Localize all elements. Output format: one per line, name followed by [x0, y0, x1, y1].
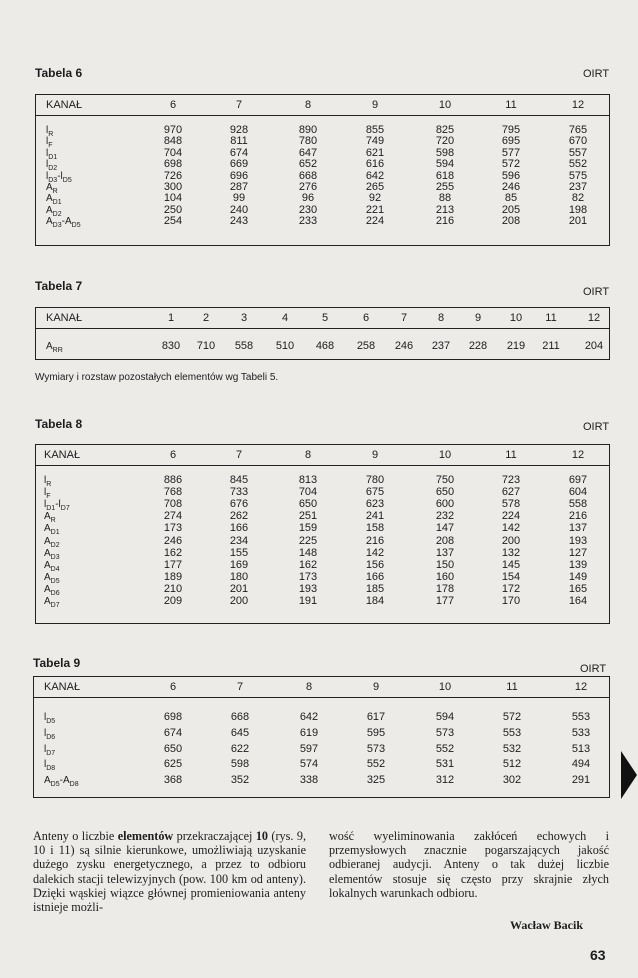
table-cell: 208 — [435, 534, 455, 547]
table-cell: 300 — [163, 181, 183, 193]
table-header-channel: 8 — [305, 681, 313, 693]
table-cell: 645 — [230, 726, 250, 739]
table-cell: 225 — [298, 534, 318, 547]
table-header-channel: 6 — [362, 312, 370, 324]
table-cell: 209 — [163, 595, 183, 607]
table-cell: 825 — [435, 124, 455, 136]
table-cell: 552 — [435, 742, 455, 755]
table-cell: 623 — [365, 498, 385, 511]
table-cell: 494 — [571, 758, 591, 771]
table-cell: 193 — [298, 582, 318, 595]
table-cell: 848 — [163, 135, 183, 148]
table-cell: 185 — [365, 582, 385, 595]
table-cell: 200 — [501, 534, 521, 547]
table-cell: 513 — [571, 742, 591, 755]
table-row-label: $l_{D2}$ — [46, 159, 58, 173]
table-cell: 622 — [230, 742, 250, 755]
table-cell: 531 — [435, 758, 455, 771]
table-cell: 156 — [365, 558, 385, 571]
table-header-row — [36, 445, 609, 466]
table-cell: 241 — [365, 510, 385, 523]
table-cell: 147 — [435, 522, 455, 535]
table-cell: 557 — [568, 146, 588, 159]
table-cell: 510 — [275, 340, 295, 352]
table-cell: 552 — [366, 758, 386, 771]
table-cell: 532 — [502, 742, 522, 755]
table-cell: 104 — [163, 192, 183, 205]
table-cell: 180 — [229, 570, 249, 583]
table-cell: 768 — [163, 486, 183, 499]
table-cell: 82 — [571, 192, 585, 205]
table-cell: 710 — [196, 340, 216, 352]
table-cell: 533 — [571, 726, 591, 739]
table-cell: 302 — [502, 774, 522, 787]
table-cell: 352 — [230, 774, 250, 787]
table-cell: 574 — [299, 758, 319, 771]
table-cell: 221 — [365, 203, 385, 216]
table-row-label: $A_R$ — [44, 511, 56, 525]
table-cell: 205 — [501, 203, 521, 216]
table-cell: 708 — [163, 498, 183, 511]
table-row-label: $A_{D1}$ — [44, 523, 60, 537]
table-6-oirt-label: OIRT — [583, 68, 610, 80]
table-cell: 698 — [163, 711, 183, 723]
table-row-label: $A_{D4}$ — [44, 559, 60, 573]
table-header-row — [36, 95, 609, 116]
table-cell: 617 — [366, 711, 386, 723]
table-cell: 618 — [435, 169, 455, 182]
table-cell: 676 — [229, 498, 249, 511]
table-cell: 165 — [568, 582, 588, 595]
table-6-title: Tabela 6 — [35, 66, 83, 80]
table-cell: 669 — [229, 158, 249, 171]
article-emphasis: 10 — [255, 829, 269, 843]
table-header-channel: 6 — [169, 681, 177, 693]
table-header-channel: 9 — [371, 449, 379, 461]
table-cell: 254 — [163, 215, 183, 228]
table-header-channel: 10 — [438, 449, 452, 461]
table-header-channel: 11 — [545, 312, 557, 324]
table-cell: 674 — [229, 146, 249, 159]
table-cell: 166 — [229, 522, 249, 535]
table-cell: 552 — [568, 158, 588, 171]
table-row-label: $A_R$ — [46, 182, 58, 195]
table-cell: 237 — [431, 340, 451, 352]
table-cell: 162 — [298, 558, 318, 571]
table-row-label: $l_F$ — [44, 487, 51, 501]
table-cell: 250 — [163, 203, 183, 216]
table-cell: 765 — [568, 124, 588, 136]
table-cell: 595 — [366, 726, 386, 739]
table-cell: 674 — [163, 726, 183, 739]
table-row-label: $l_R$ — [44, 475, 52, 488]
table-header-row — [36, 308, 609, 329]
table-row-label: $A_{D3}-A_{D5}$ — [46, 216, 81, 230]
table-cell: 208 — [501, 215, 521, 228]
table-cell: 230 — [298, 203, 318, 216]
table-cell: 780 — [298, 135, 318, 148]
table-cell: 166 — [365, 570, 385, 583]
table-cell: 173 — [298, 570, 318, 583]
table-row-label: $A_{D1}$ — [46, 193, 62, 207]
table-header-channel: 12 — [571, 99, 585, 111]
table-7-note: Wymiary i rozstaw pozostałych elementów wg Tabeli 5. — [35, 372, 279, 383]
article-text: Anteny o liczbie — [33, 829, 118, 843]
table-header-row — [34, 677, 609, 698]
table-cell: 154 — [501, 570, 521, 583]
table-cell: 596 — [501, 169, 521, 182]
table-cell: 184 — [365, 595, 385, 607]
table-cell: 142 — [365, 546, 385, 559]
table-header-channel: 10 — [438, 99, 452, 111]
table-cell: 170 — [501, 595, 521, 607]
table-cell: 697 — [568, 474, 588, 486]
table-cell: 262 — [229, 510, 249, 523]
table-cell: 92 — [368, 192, 382, 205]
table-cell: 750 — [435, 474, 455, 486]
table-cell: 211 — [542, 340, 560, 352]
table-8-oirt-label: OIRT — [583, 421, 610, 433]
table-cell: 219 — [506, 340, 526, 352]
table-header-channel: 8 — [304, 99, 312, 111]
table-header-channel: 8 — [304, 449, 312, 461]
table-header-label: KANAŁ — [44, 681, 81, 693]
table-cell: 558 — [568, 498, 588, 511]
table-row-label: $A_{D5}$ — [44, 571, 60, 585]
table-header-channel: 11 — [505, 449, 517, 461]
table-header-channel: 7 — [235, 449, 243, 461]
article-paragraph-left — [33, 829, 306, 914]
table-cell: 572 — [502, 711, 522, 723]
table-cell: 160 — [435, 570, 455, 583]
table-row-label: $l_{D7}$ — [44, 743, 56, 757]
table-cell: 232 — [435, 510, 455, 523]
table-8-title: Tabela 8 — [35, 417, 83, 431]
table-header-channel: 12 — [574, 681, 588, 693]
table-row-label: $l_{D1}-l_{D7}$ — [44, 499, 70, 513]
table-cell: 265 — [365, 181, 385, 193]
table-cell: 696 — [229, 169, 249, 182]
table-cell: 210 — [163, 582, 183, 595]
table-cell: 274 — [163, 510, 183, 523]
table-cell: 291 — [571, 774, 591, 787]
table-cell: 652 — [298, 158, 318, 171]
table-7 — [35, 307, 610, 360]
table-cell: 240 — [229, 203, 249, 216]
table-header-channel: 10 — [509, 312, 523, 324]
table-cell: 813 — [298, 474, 318, 486]
table-header-channel: 7 — [236, 681, 244, 693]
table-cell: 142 — [501, 522, 521, 535]
table-cell: 647 — [298, 146, 318, 159]
table-cell: 251 — [298, 510, 318, 523]
table-cell: 191 — [298, 595, 318, 607]
table-header-channel: 6 — [169, 99, 177, 111]
table-cell: 224 — [501, 510, 521, 523]
table-row-label: $l_{D6}$ — [44, 727, 56, 741]
table-header-channel: 11 — [506, 681, 518, 693]
table-cell: 597 — [299, 742, 319, 755]
table-cell: 577 — [501, 146, 521, 159]
table-cell: 198 — [568, 203, 588, 216]
table-cell: 287 — [229, 181, 249, 193]
table-cell: 216 — [435, 215, 455, 228]
table-cell: 338 — [299, 774, 319, 787]
table-cell: 216 — [365, 534, 385, 547]
table-cell: 855 — [365, 124, 385, 136]
table-cell: 670 — [568, 135, 588, 148]
table-cell: 811 — [230, 135, 248, 148]
table-cell: 795 — [501, 124, 521, 136]
table-header-channel: 1 — [167, 312, 175, 324]
article-column-left — [33, 829, 306, 914]
table-cell: 780 — [365, 474, 385, 486]
table-cell: 201 — [568, 215, 588, 228]
table-header-channel: 7 — [235, 99, 243, 111]
table-cell: 99 — [232, 192, 246, 205]
table-cell: 726 — [163, 169, 183, 182]
table-cell: 246 — [501, 181, 521, 193]
table-row-label: $A_{D2}$ — [46, 204, 62, 218]
table-cell: 193 — [568, 534, 588, 547]
table-header-channel: 9 — [371, 99, 379, 111]
table-cell: 96 — [301, 192, 315, 205]
table-row-label: $l_{D3}-l_{D5}$ — [46, 170, 72, 184]
table-header-channel: 9 — [474, 312, 482, 324]
table-cell: 830 — [161, 340, 181, 352]
table-header-channel: 11 — [505, 99, 517, 111]
table-row-label: $l_{D8}$ — [44, 759, 56, 773]
table-cell: 621 — [365, 146, 385, 159]
table-cell: 668 — [298, 169, 318, 182]
table-header-channel: 2 — [202, 312, 210, 324]
table-9 — [33, 676, 610, 798]
table-row-label: $l_{D5}$ — [44, 712, 56, 725]
table-cell: 695 — [501, 135, 521, 148]
table-cell: 201 — [229, 582, 249, 595]
table-cell: 749 — [365, 135, 385, 148]
table-header-channel: 6 — [169, 449, 177, 461]
table-cell: 890 — [298, 124, 318, 136]
table-cell: 704 — [163, 146, 183, 159]
table-cell: 172 — [501, 582, 521, 595]
table-cell: 604 — [568, 486, 588, 499]
table-header-label: KANAŁ — [46, 312, 83, 324]
table-cell: 276 — [298, 181, 318, 193]
table-cell: 177 — [163, 558, 183, 571]
table-cell: 625 — [163, 758, 183, 771]
table-cell: 704 — [298, 486, 318, 499]
table-cell: 177 — [435, 595, 455, 607]
table-cell: 246 — [394, 340, 414, 352]
table-cell: 137 — [568, 522, 588, 535]
table-cell: 173 — [163, 522, 183, 535]
table-9-oirt-label: OIRT — [580, 663, 607, 675]
table-cell: 594 — [435, 711, 455, 723]
table-cell: 598 — [435, 146, 455, 159]
table-cell: 243 — [229, 215, 249, 228]
table-row-label: $l_{D1}$ — [46, 147, 58, 161]
table-cell: 189 — [163, 570, 183, 583]
table-cell: 178 — [435, 582, 455, 595]
table-header-channel: 10 — [438, 681, 452, 693]
table-header-channel: 9 — [372, 681, 380, 693]
table-cell: 200 — [229, 595, 249, 607]
table-header-channel: 12 — [571, 449, 585, 461]
page-number: 63 — [590, 947, 606, 963]
author-signature: Wacław Bacik — [510, 918, 584, 932]
table-cell: 159 — [298, 522, 318, 535]
table-cell: 928 — [229, 124, 249, 136]
table-cell: 158 — [365, 522, 385, 535]
table-cell: 650 — [298, 498, 318, 511]
table-cell: 600 — [435, 498, 455, 511]
article-text: przekraczającej — [173, 829, 256, 843]
table-row-label: $A_{D6}$ — [44, 583, 60, 597]
table-cell: 139 — [568, 558, 588, 571]
table-cell: 573 — [366, 742, 386, 755]
table-header-channel: 12 — [587, 312, 601, 324]
table-cell: 164 — [568, 595, 588, 607]
table-cell: 325 — [366, 774, 386, 787]
table-cell: 594 — [435, 158, 455, 171]
table-cell: 132 — [501, 546, 521, 559]
table-cell: 228 — [468, 340, 488, 352]
table-cell: 553 — [502, 726, 522, 739]
table-cell: 886 — [163, 474, 183, 486]
table-cell: 627 — [501, 486, 521, 499]
table-7-oirt-label: OIRT — [583, 286, 610, 298]
table-row-label: $A_{D5}-A_{D8}$ — [44, 775, 79, 789]
table-cell: 698 — [163, 158, 183, 171]
table-row-label: $A_{RR}$ — [46, 341, 63, 354]
table-9-title: Tabela 9 — [33, 656, 81, 670]
article-emphasis: elementów — [117, 829, 174, 843]
table-header-channel: 7 — [400, 312, 408, 324]
table-cell: 733 — [229, 486, 249, 499]
table-cell: 255 — [435, 181, 455, 193]
table-7-title: Tabela 7 — [35, 279, 83, 293]
table-cell: 127 — [568, 546, 588, 559]
table-cell: 234 — [229, 534, 249, 547]
table-header-channel: 5 — [321, 312, 329, 324]
table-cell: 233 — [298, 215, 318, 228]
next-page-arrow-icon — [621, 751, 637, 799]
table-cell: 575 — [568, 169, 588, 182]
table-row-label: $l_F$ — [46, 136, 53, 150]
table-cell: 650 — [435, 486, 455, 499]
table-cell: 578 — [501, 498, 521, 511]
table-row-label: $l_R$ — [46, 125, 54, 138]
article-text: (rys. 9, 10 i 11) są silnie kierunkowe, umożliwiają uzyskanie dużego zysku energetycznego, a przez to odbioru dalekich stacji telewizyjnych (pow. 100 km od anteny). Dzięki wąskiej wiązce głównej promieniowania anteny istnieje możli- — [33, 829, 306, 915]
table-header-channel: 3 — [240, 312, 248, 324]
table-cell: 572 — [501, 158, 521, 171]
table-6 — [35, 94, 610, 246]
table-cell: 675 — [365, 486, 385, 499]
table-cell: 668 — [230, 711, 250, 723]
table-header-label: KANAŁ — [44, 449, 81, 461]
table-cell: 845 — [229, 474, 249, 486]
table-8 — [35, 444, 610, 624]
table-cell: 642 — [365, 169, 385, 182]
table-cell: 468 — [315, 340, 335, 352]
table-cell: 616 — [365, 158, 385, 171]
table-cell: 573 — [435, 726, 455, 739]
table-cell: 148 — [298, 546, 318, 559]
table-cell: 970 — [163, 124, 183, 136]
article-column-right — [329, 829, 609, 900]
table-cell: 162 — [163, 546, 183, 559]
table-cell: 169 — [229, 558, 249, 571]
table-cell: 150 — [435, 558, 455, 571]
table-cell: 558 — [234, 340, 254, 352]
table-cell: 85 — [504, 192, 518, 205]
table-row-label: $A_{D3}$ — [44, 547, 60, 561]
table-cell: 312 — [435, 774, 455, 787]
table-header-label: KANAŁ — [46, 99, 83, 111]
table-cell: 642 — [299, 711, 319, 723]
table-cell: 145 — [501, 558, 521, 571]
table-cell: 224 — [365, 215, 385, 228]
article-paragraph-right: wość wyeliminowania zakłóceń echowych i przemysłowych znacznie pogarszających jakość odbieranej audycji. Anteny o tak dużej liczbie elementów stosuje się często przy skrajnie złych lokalnych warunkach odbioru. — [329, 829, 609, 900]
table-cell: 553 — [571, 711, 591, 723]
table-cell: 155 — [229, 546, 249, 559]
table-cell: 204 — [584, 340, 604, 352]
table-row-label: $A_{D7}$ — [44, 596, 60, 609]
table-cell: 258 — [356, 340, 376, 352]
table-cell: 650 — [163, 742, 183, 755]
table-cell: 723 — [501, 474, 521, 486]
table-cell: 213 — [435, 203, 455, 216]
table-cell: 720 — [435, 135, 455, 148]
table-cell: 216 — [568, 510, 588, 523]
table-cell: 598 — [230, 758, 250, 771]
table-cell: 149 — [568, 570, 588, 583]
table-header-channel: 4 — [281, 312, 289, 324]
table-cell: 512 — [502, 758, 522, 771]
table-cell: 237 — [568, 181, 588, 193]
table-cell: 368 — [163, 774, 183, 787]
table-cell: 137 — [435, 546, 455, 559]
table-cell: 88 — [438, 192, 452, 205]
table-cell: 619 — [299, 726, 319, 739]
table-cell: 246 — [163, 534, 183, 547]
table-header-channel: 8 — [437, 312, 445, 324]
table-row-label: $A_{D2}$ — [44, 535, 60, 549]
